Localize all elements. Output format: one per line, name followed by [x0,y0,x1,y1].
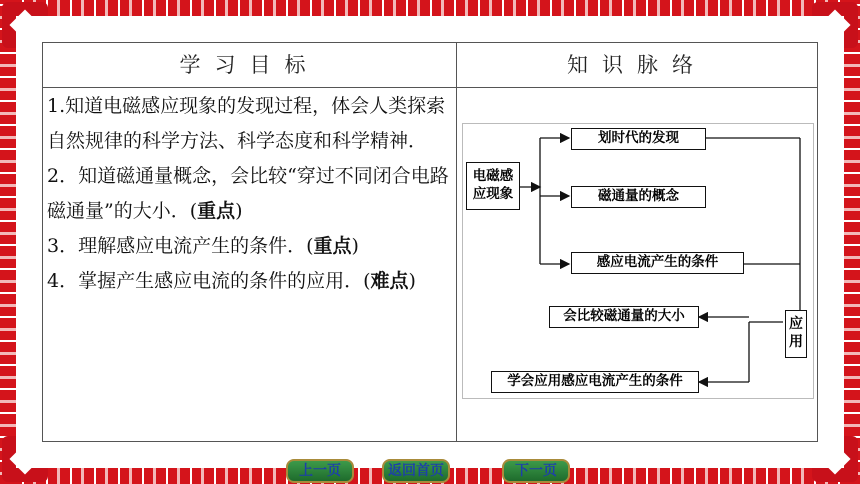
table-header [43,43,817,88]
node-application: 应用 [785,310,807,358]
knowledge-diagram [462,123,814,399]
objective-4-tag: 难点 [370,270,409,292]
column-divider [456,87,457,442]
node-branch-3: 感应电流产生的条件 [571,252,744,274]
objective-4: 4．掌握产生感应电流的条件的应用．(难点) [47,270,416,292]
node-root: 电磁感应现象 [466,162,520,210]
home-button[interactable]: 返回首页 [382,459,450,483]
objective-1: 1.知道电磁感应现象的发现过程，体会人类探索自然规律的科学方法、科学态度和科学精神． [47,95,446,152]
objective-3: 3．理解感应电流产生的条件．(重点) [47,235,359,257]
node-app-1: 会比较磁通量的大小 [549,306,699,328]
node-app-2: 学会应用感应电流产生的条件 [491,371,699,393]
node-branch-2: 磁通量的概念 [571,186,706,208]
objective-3-tag: 重点 [313,235,352,257]
objective-2: 2．知道磁通量概念，会比较“穿过不同闭合电路磁通量”的大小．(重点) [47,165,449,222]
header-knowledge-map: 知识脉络 [567,53,707,77]
objective-2-tag: 重点 [197,200,236,222]
border-right [844,0,860,484]
border-left [0,0,16,484]
border-top [0,0,860,16]
prev-page-button[interactable]: 上一页 [286,459,354,483]
objectives-table [42,42,818,442]
objectives-list [47,89,452,299]
node-branch-1: 划时代的发现 [571,128,706,150]
header-learning-objectives: 学习目标 [43,43,457,87]
next-page-button[interactable]: 下一页 [502,459,570,483]
